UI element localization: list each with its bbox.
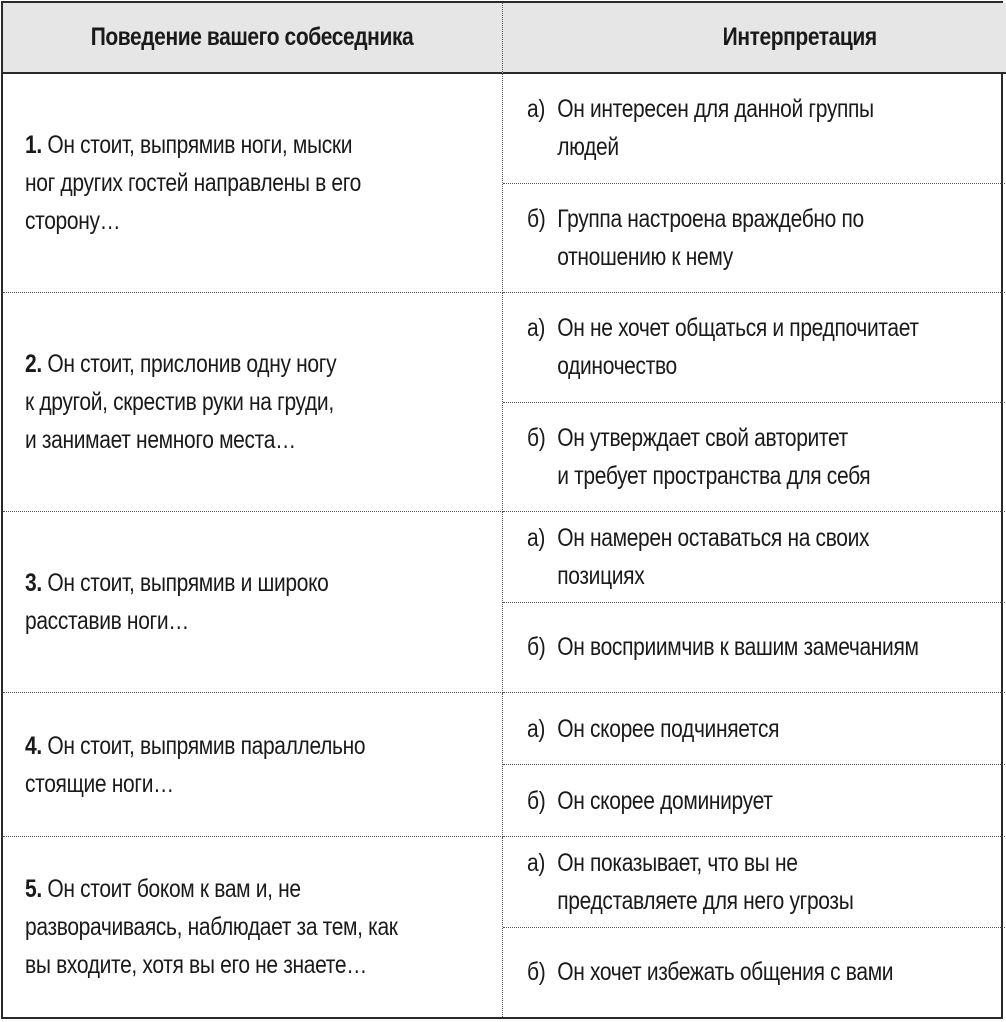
interpretation-option-5a [503,837,1006,927]
behavior-number-3: 3. [25,569,42,597]
behavior-text-3 [25,564,426,640]
option-text: Он восприимчив к вашим замечаниям [557,633,919,662]
interpretation-cell-4 [503,693,1006,837]
option-marker: а) [527,314,546,343]
option-marker: а) [527,95,546,124]
behavior-description-2: Он стоит, прислонив одну ногу к другой, скрестив руки на груди, и занимает немного места… [25,350,337,454]
option-text: Он хочет избежать общения с вами [557,958,894,987]
behavior-text-2 [25,345,426,459]
header-behavior-label: Поведение вашего собеседника [91,23,414,51]
interpretation-cell-1 [503,74,1006,293]
option-text: Он не хочет общаться и предпочитает одиночество [557,314,919,381]
option-text: Он скорее доминирует [557,786,773,815]
option-marker: а) [527,848,546,877]
behavior-interpretation-table [1,1,1003,1019]
interpretation-option-2b [503,402,1006,512]
interpretation-option-5b [503,927,1006,1018]
option-text: Он утверждает свой авторитет и требует пространства для себя [557,423,871,490]
behavior-description-4: Он стоит, выпрямив параллельно стоящие ноги… [25,731,366,798]
option-marker: б) [527,204,546,233]
header-interpretation-label: Интерпретация [722,23,878,51]
behavior-text-5 [25,870,426,984]
option-text: Он показывает, что вы не представляете для него угрозы [557,848,854,915]
option-text: Группа настроена враждебно по отношению к нему [557,204,864,271]
behavior-description-5: Он стоит боком к вам и, не разворачиваясь, наблюдает за тем, как вы входите, хотя вы его не знаете… [25,875,398,979]
option-marker: а) [527,714,546,743]
behavior-number-1: 1. [25,131,42,159]
option-marker: б) [527,786,546,815]
interpretation-option-3a [503,512,1006,602]
behavior-cell-2 [3,293,503,512]
interpretation-option-4b [503,764,1006,836]
interpretation-option-2a [503,293,1006,402]
behavior-number-5: 5. [25,875,42,903]
interpretation-cell-5 [503,837,1006,1017]
behavior-description-3: Он стоит, выпрямив и широко расставив ноги… [25,569,329,635]
option-marker: б) [527,633,546,662]
behavior-cell-1 [3,74,503,293]
option-marker: б) [527,423,546,452]
behavior-text-1 [25,126,426,240]
option-marker: б) [527,958,546,987]
option-text: Он намерен оставаться на своих позициях [557,523,870,590]
behavior-number-4: 4. [25,731,42,760]
behavior-cell-3 [3,512,503,693]
interpretation-cell-3 [503,512,1006,693]
behavior-cell-4 [3,693,503,837]
behavior-description-1: Он стоит, выпрямив ноги, мыски ног других гостей направлены в его сторону… [25,131,361,235]
interpretation-cell-2 [503,293,1006,512]
header-cell-interpretation [503,3,1006,74]
behavior-text-4 [25,727,426,803]
interpretation-option-3b [503,602,1006,693]
option-marker: а) [527,523,546,552]
table-grid [3,3,1001,1017]
option-text: Он скорее подчиняется [557,714,780,743]
interpretation-option-1b [503,183,1006,293]
behavior-cell-5 [3,837,503,1017]
interpretation-option-1a [503,74,1006,183]
header-cell-behavior [3,3,503,74]
behavior-number-2: 2. [25,350,42,378]
interpretation-option-4a [503,693,1006,764]
option-text: Он интересен для данной группы людей [557,95,874,162]
